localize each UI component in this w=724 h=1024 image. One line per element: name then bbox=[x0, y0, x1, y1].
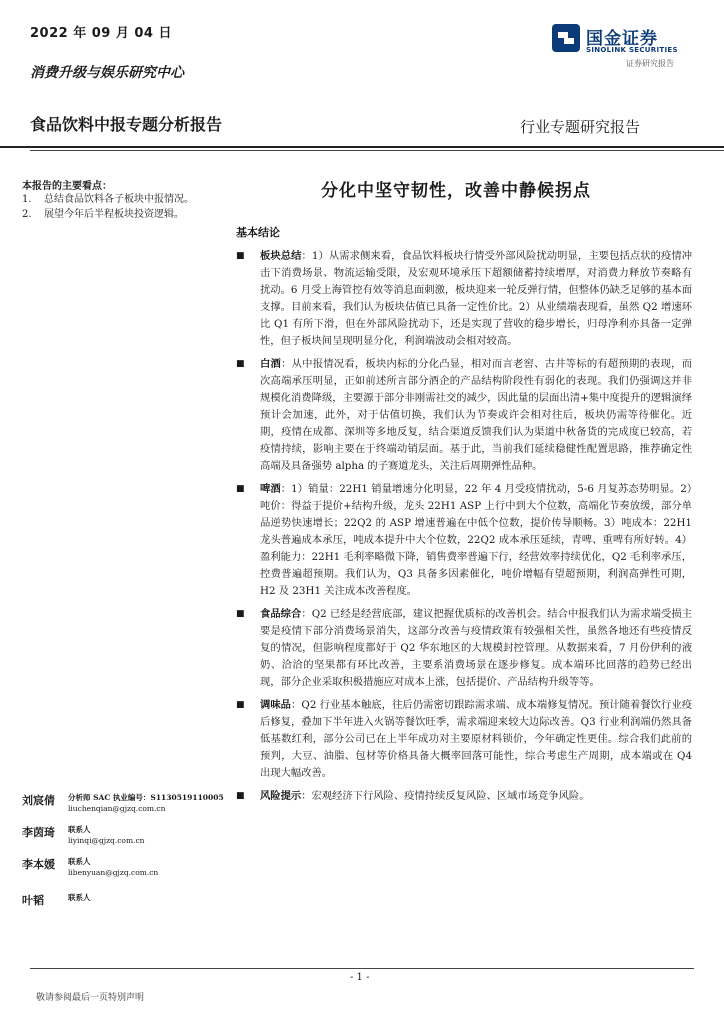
analyst-entry bbox=[22, 856, 232, 892]
square-bullet-icon: ■ bbox=[236, 700, 245, 710]
conclusion-label: 板块总结 bbox=[260, 250, 302, 262]
key-point-number: 2. bbox=[22, 209, 32, 220]
conclusion-item bbox=[236, 697, 692, 782]
analyst-name: 李本媛 bbox=[22, 858, 55, 871]
report-date: 2022 年 09 月 04 日 bbox=[30, 26, 172, 41]
research-center: 消费升级与娱乐研究中心 bbox=[30, 65, 184, 81]
report-type: 行业专题研究报告 bbox=[520, 118, 641, 136]
main-title: 分化中坚守韧性，改善中静候拐点 bbox=[321, 181, 591, 201]
report-title: 食品饮料中报专题分析报告 bbox=[30, 115, 223, 134]
analyst-list bbox=[22, 792, 232, 908]
footer-divider bbox=[30, 968, 694, 969]
conclusion-label: 白酒 bbox=[260, 358, 282, 370]
analyst-entry bbox=[22, 792, 232, 824]
analyst-role: 联系人 bbox=[68, 857, 91, 866]
key-points-list bbox=[22, 192, 218, 222]
conclusion-text: ：从中报情况看，板块内标的分化凸显，相对而言老窖、古井等标的有超预期的表现，而次高端承压明显，正如前述所言部分酒企的产品结构阶段性有弱化的表现。我们仍强调这并非规模化消费降级，主要源于部分非刚需社交的减少，因此量的层面出清+集中度提升的逻辑演绎预计会加速，此外，对于估值切换，我们认为节奏或许会相对往后，板块仍需等待催化。近期，疫情在成都、深圳等多地反复，结合渠道反馈我们认为渠道中秋备货的完成度已较高，若疫情持续，影响主要在于终端动销层面。基于此，当前我们延续稳健性配置思路，推荐确定性高端及具备强势 alpha 的子赛道龙头，关注后周期弹性品种。 bbox=[260, 358, 693, 472]
disclaimer-note: 敬请参阅最后一页特别声明 bbox=[36, 993, 145, 1003]
conclusion-item bbox=[236, 248, 692, 350]
conclusion-list bbox=[236, 248, 692, 805]
analyst-entry bbox=[22, 824, 232, 856]
logo-chinese-name: 国金证券 bbox=[586, 29, 658, 49]
conclusion-text: ：宏观经济下行风险、疫情持续反复风险、区域市场竞争风险。 bbox=[301, 790, 590, 802]
conclusion-label: 调味品 bbox=[260, 699, 292, 711]
header-divider-thin bbox=[30, 150, 724, 151]
conclusion-item bbox=[236, 606, 692, 691]
analyst-role: 联系人 bbox=[68, 825, 91, 834]
conclusion-label: 风险提示 bbox=[260, 790, 302, 802]
conclusion-text: ：Q2 已经是经营底部，建议把握优质标的改善机会。结合中报我们认为需求端受损主要是疫情下部分消费场景消失，这部分改善与疫情政策有较强相关性，虽然各地还有些疫情反复的情况，但影响程度都好于 Q2 华东地区的大规模封控管理。从数据来看，7 月份伊利的液奶、洽洽的坚果都有环比改善，主要系消费场景在逐步修复。成本端环比回落的趋势已经出现，部分企业采取积极措施应对成本上涨，包括提价、产品结构升级等等。 bbox=[260, 608, 693, 688]
conclusion-text: ：1）销量：22H1 销量增速分化明显，22 年 4 月受疫情扰动，5-6 月复苏态势明显。2）吨价：得益于提价+结构升级，龙头 22H1 ASP 上行中到大个位数，高端化节奏放缓，部分单品逆势快速增长；22Q2 的 ASP 增速普遍在中低个位数，提价传导顺畅。3）吨成本：22H1 龙头普遍成本承压，吨成本提升中大个位数，22Q2 成本承压延续，青啤、重啤有所好转。4）盈利能力：22H1 毛利率略微下降，销售费率普遍下行，经营效率持续优化，Q2 毛利率承压，控费普遍超预期。我们认为，Q3 具备多因素催化，吨价增幅有望超预期，利润高弹性可期，H2 及 23H1 关注成本改善程度。 bbox=[260, 483, 692, 597]
analyst-email[interactable]: liuchenqian@gjzq.com.cn bbox=[68, 804, 166, 813]
analyst-entry bbox=[22, 892, 232, 908]
key-points-heading: 本报告的主要看点： bbox=[22, 181, 112, 192]
analyst-name: 刘宸倩 bbox=[22, 794, 55, 807]
analyst-email[interactable]: liyinqi@gjzq.com.cn bbox=[68, 836, 145, 845]
square-bullet-icon: ■ bbox=[236, 484, 245, 494]
key-point-text: 展望今年后半程板块投资逻辑。 bbox=[44, 209, 184, 220]
logo-subtitle: 证券研究报告 bbox=[626, 59, 674, 68]
key-point-text: 总结食品饮料各子板块中报情况。 bbox=[44, 194, 194, 205]
key-point bbox=[22, 192, 218, 207]
conclusion-label: 啤酒 bbox=[260, 483, 281, 495]
analyst-role: 联系人 bbox=[68, 893, 91, 902]
logo-english-name: SINOLINK SECURITIES bbox=[586, 46, 678, 54]
square-bullet-icon: ■ bbox=[236, 791, 245, 801]
conclusion-text: ：1）从需求侧来看，食品饮料板块行情受外部风险扰动明显，主要包括点状的疫情冲击下消费场景、物流运输受限，及宏观环境承压下超额储蓄持续增厚，对消费力释放节奏略有扰动。6 月受上海管控有效等消息面刺激，板块迎来一轮反弹行情，但整体仍缺乏足够的基本面支撑。目前来看，我们认为板块估值已具备一定性价比。2）从业绩端表现看，虽然 Q2 增速环比 Q1 有所下滑，但在外部风险扰动下，还是实现了营收的稳步增长，归母净利亦具备一定弹性，但子板块间呈现明显分化，利润端波动会相对较高。 bbox=[260, 250, 692, 347]
square-bullet-icon: ■ bbox=[236, 251, 245, 261]
conclusion-item bbox=[236, 481, 692, 600]
conclusion-label: 食品综合 bbox=[260, 608, 302, 620]
header-divider bbox=[0, 146, 724, 148]
conclusion-item bbox=[236, 356, 692, 475]
sinolink-logo-icon bbox=[552, 24, 580, 52]
analyst-name: 叶韬 bbox=[22, 894, 44, 907]
analyst-role: 分析师 SAC 执业编号：S1130519110005 bbox=[68, 793, 224, 802]
key-point bbox=[22, 207, 218, 222]
conclusion-item bbox=[236, 788, 692, 805]
page-number: - 1 - bbox=[350, 972, 370, 983]
conclusion-text: ：Q2 行业基本触底，往后仍需密切跟踪需求端、成本端修复情况。预计随着餐饮行业疫后修复，叠加下半年进入火锅等餐饮旺季，需求端迎来较大边际改善。Q3 行业利润端仍然具备低基数红利，部分公司已在上半年成功对主要原材料锁价，今年确定性更佳。综合我们此前的预判，大豆、油脂、包材等价格具备大概率回落可能性，综合考虑生产周期，成本端或在 Q4 出现大幅改善。 bbox=[260, 699, 692, 779]
key-point-number: 1. bbox=[22, 194, 32, 205]
analyst-email[interactable]: libenyuan@gjzq.com.cn bbox=[68, 868, 159, 877]
square-bullet-icon: ■ bbox=[236, 609, 245, 619]
analyst-name: 李茵琦 bbox=[22, 826, 55, 839]
section-heading: 基本结论 bbox=[236, 226, 280, 239]
square-bullet-icon: ■ bbox=[236, 359, 245, 369]
